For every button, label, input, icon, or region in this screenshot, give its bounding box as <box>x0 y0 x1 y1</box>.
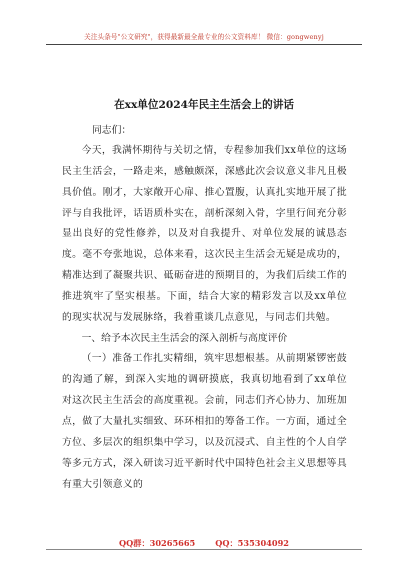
salutation: 同志们： <box>92 125 132 136</box>
document-title: 在xx单位2024年民主生活会上的讲话 <box>114 99 294 111</box>
header-promo-note: 关注头条号"公文研究"，获得最新最全最专业的公文资料库！ 微信：gongwenyj <box>84 33 324 41</box>
section-heading-1: 一、给予本次民主生活会的深入剖析与高度评价 <box>81 332 288 344</box>
footer-qq-group: QQ群：30265665 <box>119 538 196 548</box>
document-body <box>62 121 347 495</box>
paragraph-subsection-1: （一）准备工作扎实精细，筑牢思想根基。从前期紧锣密鼓的沟通了解，到深入实地的调研摸底，我真切地看到了xx单位对这次民主生活会的高度重视。会前，同志们齐心协力、加班加点，做了大量扎实细致、环环相扣的筹备工作。一方面，通过全方位、多层次的组织集中学习，以及沉浸式、自主性的个人自学等多元方式，深入研读习近平新时代中国特色社会主义思想等具有重大引领意义的 <box>62 353 347 490</box>
footer-contact <box>0 538 408 549</box>
header-divider <box>46 44 362 45</box>
footer-divider <box>46 549 362 550</box>
footer-qq-number: QQ：535304092 <box>215 538 289 548</box>
paragraph-opening: 今天，我满怀期待与关切之情，专程参加我们xx单位的这场民主生活会，一路走来，感触颇深，深感此次会议意义非凡且极具价值。刚才，大家敞开心扉、推心置腹，认真扎实地开展了批评与自我批评，话语质朴实在，剖析深刻入骨，字里行间充分彰显出良好的党性修养，以及对自我提升、对单位发展的诚恳态度。毫不夸张地说，总体来看，这次民主生活会无疑是成功的，精准达到了凝聚共识、砥砺奋进的预期目的，为我们后续工作的推进筑牢了坚实根基。下面，结合大家的精彩发言以及xx单位的现实状况与发展脉络，我着重谈几点意见，与同志们共勉。 <box>62 145 348 323</box>
